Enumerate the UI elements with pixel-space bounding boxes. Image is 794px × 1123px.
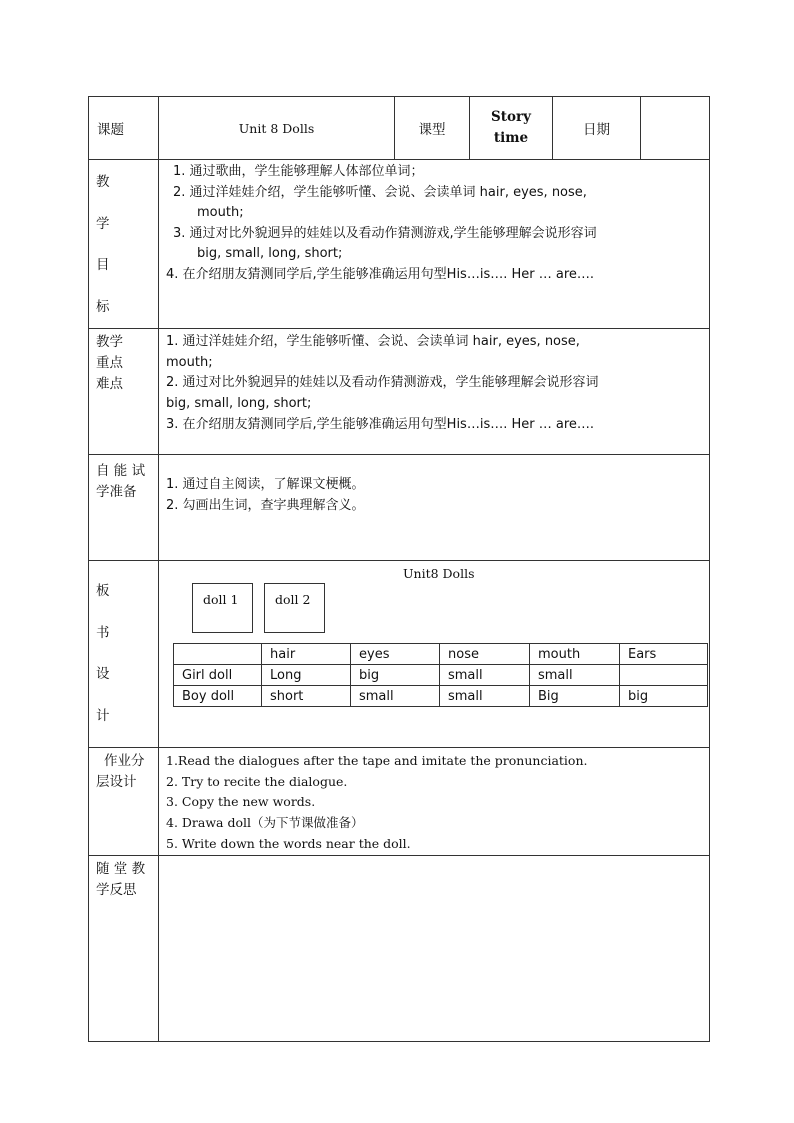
board-row [89,561,710,748]
topic-value: Unit 8 Dolls [159,97,395,160]
reflection-label-line: 学反思 [96,881,137,898]
board-table-cell: small [440,665,530,686]
reflection-label-line: 随 堂 教 [96,860,146,877]
homework-label [89,748,159,856]
key-point-line: mouth; [166,354,213,370]
reflection-row [89,855,710,1041]
topic-label: 课题 [89,97,159,160]
board-table-cell: short [262,686,351,707]
board-table-cell: small [530,665,620,686]
prep-label-line: 自 能 试 [96,463,146,479]
key-points-content [159,329,710,455]
type-value [470,97,553,160]
board-label-char: 设 [96,666,110,682]
goal-line: 2. 通过洋娃娃介绍，学生能够听懂、会说、会读单词 hair, eyes, nose, [173,184,587,200]
board-label-char: 板 [96,583,110,599]
doll-2-box: doll 2 [264,583,325,633]
prep-row [89,455,710,561]
board-table-row [174,686,708,707]
board-features-table [173,643,708,707]
board-table-cell: small [440,686,530,707]
type-value-line2: time [493,130,529,146]
board-table-cell: nose [440,644,530,665]
reflection-content [159,855,710,1041]
homework-row [89,748,710,856]
key-point-line: 3. 在介绍朋友猜测同学后,学生能够准确运用句型His…is…. Her … are…. [166,416,595,432]
board-table-cell: big [620,686,708,707]
key-point-line: 1. 通过洋娃娃介绍，学生能够听懂、会说、会读单词 hair, eyes, nose, [166,334,580,349]
date-value [641,97,710,160]
key-points-row [89,329,710,455]
prep-line: 2. 勾画出生词，查字典理解含义。 [166,497,365,513]
board-table-cell: Girl doll [174,665,262,686]
board-table-cell [174,644,262,665]
board-table-cell: eyes [351,644,440,665]
board-table-cell: Big [530,686,620,707]
goals-content [159,160,710,329]
homework-line: 1.Read the dialogues after the tape and imitate the pronunciation. [166,753,588,768]
prep-label [89,455,159,561]
reflection-label [89,855,159,1041]
key-points-label-line: 难点 [96,376,123,392]
board-table-cell: Boy doll [174,686,262,707]
homework-line: 4. Drawa doll（为下节课做准备） [166,815,364,831]
board-table-cell: small [351,686,440,707]
key-points-label-line: 教学 [96,334,123,350]
homework-line: 2. Try to recite the dialogue. [166,773,348,789]
type-label: 课型 [395,97,470,160]
board-table-cell: Ears [620,644,708,665]
prep-label-line: 学准备 [96,484,137,500]
key-points-label [89,329,159,455]
prep-line: 1. 通过自主阅读，了解课文梗概。 [166,477,365,492]
board-table-cell: hair [262,644,351,665]
goal-line: big, small, long, short; [197,246,343,261]
homework-line: 3. Copy the new words. [166,794,316,810]
goal-line: 3. 通过对比外貌迥异的娃娃以及看动作猜测游戏,学生能够理解会说形容词 [173,225,597,241]
goals-label [89,160,159,329]
goal-line: 4. 在介绍朋友猜测同学后,学生能够准确运用句型His…is…. Her … are…. [166,266,595,282]
goals-label-char: 目 [96,257,110,273]
goals-label-char: 标 [96,298,110,315]
key-points-label-line: 重点 [96,355,123,371]
homework-label-line: 层设计 [96,774,137,790]
board-table-cell [620,665,708,686]
key-point-line: big, small, long, short; [166,396,312,412]
board-table-row [174,665,708,686]
date-label: 日期 [553,97,641,160]
goals-label-char: 教 [96,174,110,190]
homework-line: 5. Write down the words near the doll. [166,835,411,851]
goals-row [89,160,710,329]
board-label [89,561,159,748]
homework-label-line: 作业分 [104,753,145,769]
board-title: Unit8 Dolls [403,566,475,581]
lesson-plan-table [88,96,710,1042]
board-content [159,561,710,748]
board-table-cell: big [351,665,440,686]
board-table-header-row [174,644,708,665]
type-value-line1: Story [491,109,531,125]
board-label-char: 书 [96,624,110,641]
header-row [89,97,710,160]
doll-1-box: doll 1 [192,583,253,633]
homework-content [159,748,710,856]
board-table-cell: mouth [530,644,620,665]
goal-line: mouth; [197,205,244,220]
goal-line: 1. 通过歌曲，学生能够理解人体部位单词； [173,164,424,179]
prep-content [159,455,710,561]
goals-label-char: 学 [96,215,110,232]
board-table-cell: Long [262,665,351,686]
board-label-char: 计 [96,707,110,724]
key-point-line: 2. 通过对比外貌迥异的娃娃以及看动作猜测游戏，学生能够理解会说形容词 [166,375,599,391]
